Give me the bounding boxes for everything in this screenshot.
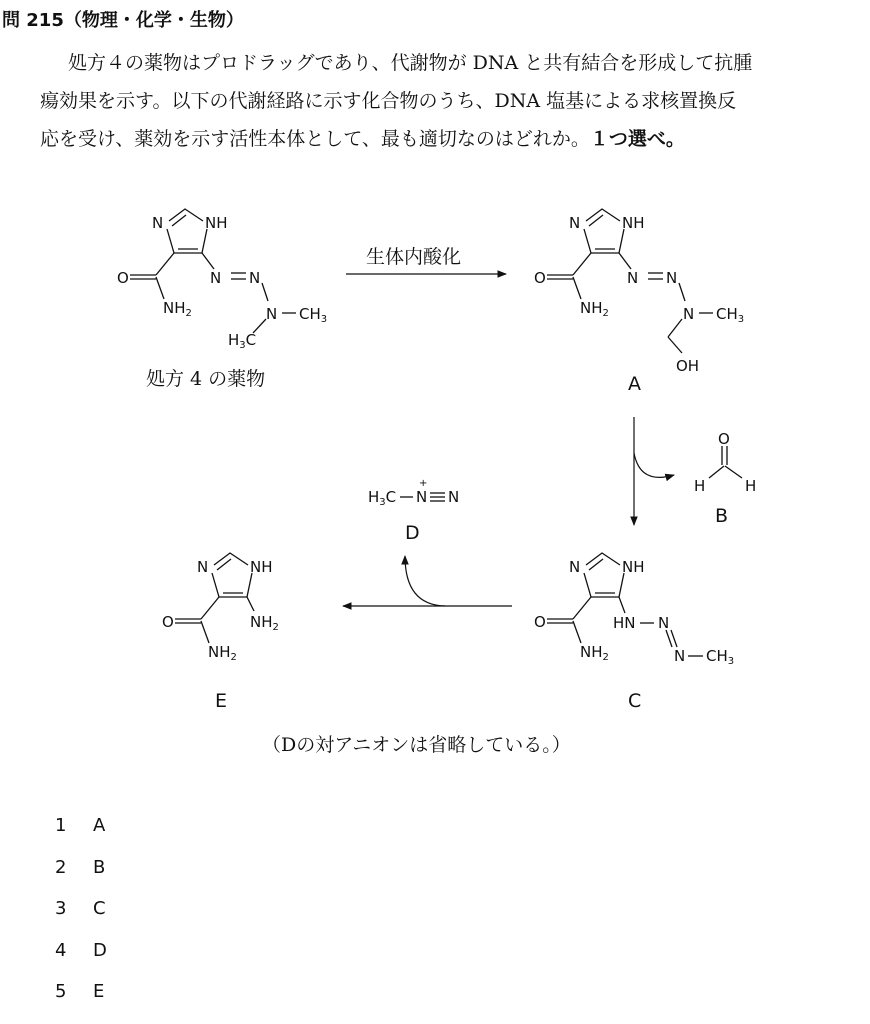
svg-text:NH: NH (250, 558, 273, 576)
choice-label: D (93, 939, 107, 961)
svg-text:N: N (152, 214, 164, 232)
compound-c-label: C (628, 690, 642, 712)
compound-d-atoms (368, 478, 459, 508)
counter-anion-note: （Dの対アニオンは省略している。） (262, 734, 571, 756)
svg-text:CH3: $CH_3$ (706, 647, 735, 667)
svg-text:O: O (718, 430, 730, 448)
question-stem (40, 44, 860, 158)
drug-atoms (117, 214, 327, 351)
diazonium-release-arrow (405, 556, 445, 606)
svg-text:N: N (569, 558, 581, 576)
choice-4[interactable] (55, 940, 107, 982)
question-header: 問 215（物理・化学・生物） (2, 10, 244, 31)
choice-label: A (93, 815, 106, 836)
svg-text:NH2: $NH_2$ (250, 613, 279, 633)
compound-e-structure (175, 553, 254, 643)
svg-text:NH2: $NH_2$ (208, 643, 237, 663)
svg-text:O: O (162, 613, 174, 631)
svg-text:CH3: $CH_3$ (299, 305, 328, 325)
svg-text:NH: NH (622, 214, 645, 232)
svg-text:N: N (627, 269, 639, 287)
svg-text:NH2: $NH_2$ (580, 299, 609, 319)
compound-e-label: E (215, 690, 228, 712)
svg-text:N: N (683, 305, 695, 323)
compound-d-label: D (405, 522, 420, 544)
svg-text:N: N (197, 558, 209, 576)
compound-e-atoms (162, 558, 279, 663)
svg-text:N: N (569, 214, 581, 232)
oxidation-label: 生体内酸化 (366, 246, 462, 268)
svg-text:N: N (210, 269, 222, 287)
choice-number: 4 (55, 939, 67, 961)
svg-text:NH: NH (205, 214, 228, 232)
svg-text:CH3: $CH_3$ (716, 305, 745, 325)
choice-number: 2 (55, 856, 67, 878)
choice-label: C (93, 898, 106, 919)
choice-3[interactable] (55, 898, 107, 940)
choice-label: B (93, 856, 106, 878)
svg-text:NH2: $NH_2$ (580, 643, 609, 663)
svg-text:N: N (666, 269, 678, 287)
svg-text:NH: NH (622, 558, 645, 576)
choice-5[interactable] (55, 981, 107, 1023)
svg-text:+: + (419, 478, 428, 489)
formaldehyde-release-arrow (634, 453, 674, 477)
svg-text:N: N (416, 488, 428, 506)
choice-number: 3 (55, 898, 67, 919)
compound-b-atoms (694, 430, 756, 495)
svg-text:O: O (534, 269, 546, 287)
svg-text:N: N (249, 269, 261, 287)
svg-text:HN: HN (613, 614, 636, 632)
compound-b-structure (709, 446, 742, 478)
svg-text:OH: OH (676, 357, 700, 375)
stem-line-3: 応を受け、薬効を示す活性本体として、最も適切なのはどれか。 (40, 128, 590, 150)
svg-text:H3C: $H_3C$ (228, 331, 257, 351)
choice-number: 1 (55, 815, 67, 836)
svg-text:NH2: $NH_2$ (163, 299, 192, 319)
compound-b-label: B (715, 505, 729, 527)
choice-1[interactable] (55, 815, 107, 857)
compound-a-atoms (534, 214, 744, 375)
svg-text:N: N (448, 488, 460, 506)
svg-text:N: N (266, 305, 278, 323)
svg-text:H3C: $H_3C$ (368, 488, 397, 508)
svg-text:N: N (674, 647, 686, 665)
compound-c-atoms (534, 558, 734, 667)
svg-text:O: O (117, 269, 129, 287)
compound-a-label: A (628, 373, 641, 395)
metabolic-pathway-scheme (0, 195, 870, 765)
svg-text:H: H (694, 477, 706, 495)
stem-line-1: 処方４の薬物はプロドラッグであり、代謝物が DNA と共有結合を形成して抗腫 (68, 52, 753, 74)
drug-label: 処方 4 の薬物 (146, 368, 266, 390)
svg-text:O: O (534, 613, 546, 631)
svg-text:N: N (658, 614, 670, 632)
answer-choices (55, 815, 107, 1023)
svg-text:H: H (745, 477, 757, 495)
instruction: １つ選べ。 (589, 128, 685, 150)
stem-line-2: 瘍効果を示す。以下の代謝経路に示す化合物のうち、DNA 塩基による求核置換反 (40, 90, 737, 112)
choice-number: 5 (55, 981, 67, 1002)
choice-2[interactable] (55, 857, 107, 899)
choice-label: E (93, 981, 105, 1002)
